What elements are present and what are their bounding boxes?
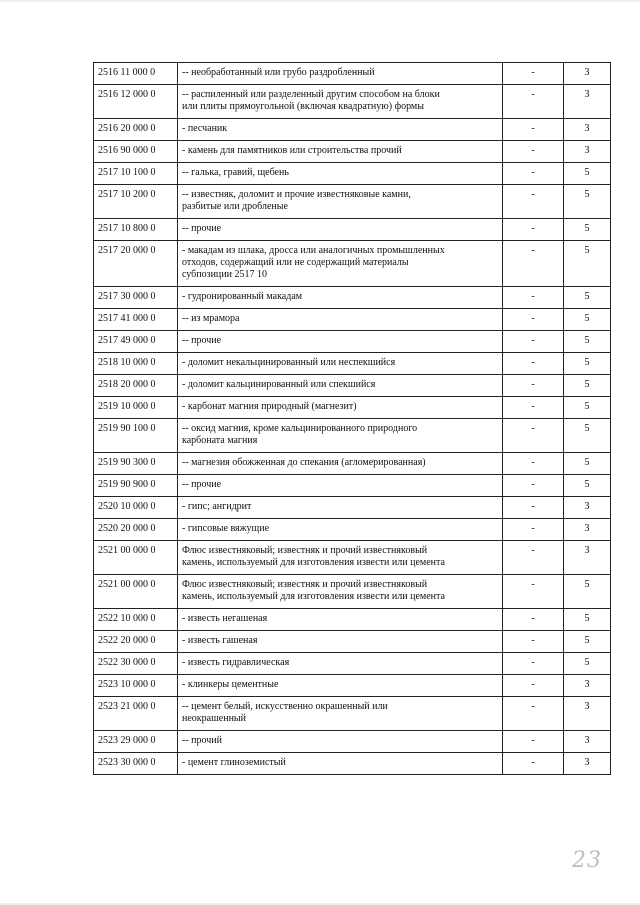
description-cell <box>178 631 503 653</box>
description-line: -- из мрамора <box>182 313 240 324</box>
column-3-cell: - <box>503 653 564 675</box>
rate-cell: 5 <box>564 185 611 219</box>
description-cell <box>178 309 503 331</box>
column-3-cell: - <box>503 287 564 309</box>
column-3-cell: - <box>503 119 564 141</box>
column-3-cell: - <box>503 397 564 419</box>
description-cell <box>178 575 503 609</box>
hs-code-cell: 2517 10 800 0 <box>94 219 178 241</box>
hs-code-cell: 2519 90 300 0 <box>94 453 178 475</box>
description-line: камень, используемый для изготовления извести или цемента <box>182 591 445 602</box>
description-line: - доломит некальцинированный или неспекшийся <box>182 357 396 368</box>
table-row <box>94 241 611 287</box>
rate-cell: 3 <box>564 85 611 119</box>
column-3-cell: - <box>503 519 564 541</box>
table-body <box>94 63 611 775</box>
column-3-cell: - <box>503 475 564 497</box>
table-row <box>94 375 611 397</box>
hs-code-cell: 2521 00 000 0 <box>94 575 178 609</box>
description-cell <box>178 219 503 241</box>
table-row <box>94 119 611 141</box>
description-cell <box>178 697 503 731</box>
description-cell <box>178 675 503 697</box>
hs-code-cell: 2517 20 000 0 <box>94 241 178 287</box>
tariff-table <box>93 62 611 775</box>
hs-code-cell: 2516 12 000 0 <box>94 85 178 119</box>
table-row <box>94 497 611 519</box>
description-cell <box>178 475 503 497</box>
rate-cell: 5 <box>564 241 611 287</box>
column-3-cell: - <box>503 309 564 331</box>
description-line: -- известняк, доломит и прочие известняковые камни, <box>182 189 411 200</box>
description-line: - гипс; ангидрит <box>182 501 252 512</box>
description-cell <box>178 731 503 753</box>
description-line: - клинкеры цементные <box>182 679 279 690</box>
description-line: камень, используемый для изготовления извести или цемента <box>182 557 445 568</box>
column-3-cell: - <box>503 541 564 575</box>
table-row <box>94 697 611 731</box>
column-3-cell: - <box>503 453 564 475</box>
rate-cell: 5 <box>564 287 611 309</box>
hs-code-cell: 2518 20 000 0 <box>94 375 178 397</box>
description-line: - доломит кальцинированный или спекшийся <box>182 379 376 390</box>
hs-code-cell: 2522 10 000 0 <box>94 609 178 631</box>
description-line: -- галька, гравий, щебень <box>182 167 289 178</box>
description-line: неокрашенный <box>182 713 246 724</box>
description-line: субпозиции 2517 10 <box>182 269 267 280</box>
rate-cell: 5 <box>564 353 611 375</box>
column-3-cell: - <box>503 419 564 453</box>
description-line: -- прочие <box>182 223 222 234</box>
description-cell <box>178 453 503 475</box>
hs-code-cell: 2523 21 000 0 <box>94 697 178 731</box>
column-3-cell: - <box>503 753 564 775</box>
rate-cell: 5 <box>564 453 611 475</box>
description-cell <box>178 287 503 309</box>
table-row <box>94 309 611 331</box>
rate-cell: 3 <box>564 541 611 575</box>
column-3-cell: - <box>503 219 564 241</box>
column-3-cell: - <box>503 375 564 397</box>
description-cell <box>178 375 503 397</box>
scan-edge-top <box>0 0 640 2</box>
column-3-cell: - <box>503 353 564 375</box>
table-row <box>94 141 611 163</box>
table-row <box>94 353 611 375</box>
table-row <box>94 453 611 475</box>
rate-cell: 3 <box>564 141 611 163</box>
rate-cell: 3 <box>564 675 611 697</box>
description-line: карбоната магния <box>182 435 258 446</box>
rate-cell: 5 <box>564 331 611 353</box>
rate-cell: 3 <box>564 63 611 85</box>
column-3-cell: - <box>503 609 564 631</box>
description-cell <box>178 119 503 141</box>
description-line: - песчаник <box>182 123 228 134</box>
column-3-cell: - <box>503 185 564 219</box>
rate-cell: 5 <box>564 419 611 453</box>
table-row <box>94 731 611 753</box>
table-row <box>94 541 611 575</box>
table-row <box>94 575 611 609</box>
table-row <box>94 219 611 241</box>
hs-code-cell: 2518 10 000 0 <box>94 353 178 375</box>
hs-code-cell: 2517 10 200 0 <box>94 185 178 219</box>
rate-cell: 5 <box>564 631 611 653</box>
description-line: Флюс известняковый; известняк и прочий известняковый <box>182 579 428 590</box>
table-row <box>94 753 611 775</box>
hs-code-cell: 2516 20 000 0 <box>94 119 178 141</box>
column-3-cell: - <box>503 731 564 753</box>
description-line: Флюс известняковый; известняк и прочий известняковый <box>182 545 428 556</box>
hs-code-cell: 2517 41 000 0 <box>94 309 178 331</box>
description-cell <box>178 163 503 185</box>
description-cell <box>178 519 503 541</box>
table-row <box>94 419 611 453</box>
description-line: или плиты прямоугольной (включая квадратную) формы <box>182 101 424 112</box>
description-cell <box>178 353 503 375</box>
rate-cell: 3 <box>564 119 611 141</box>
description-line: - гипсовые вяжущие <box>182 523 270 534</box>
description-line: - макадам из шлака, дросса или аналогичных промышленных <box>182 245 445 256</box>
description-cell <box>178 63 503 85</box>
table-row <box>94 85 611 119</box>
description-cell <box>178 331 503 353</box>
column-3-cell: - <box>503 631 564 653</box>
description-line: разбитые или дробленые <box>182 201 288 212</box>
table-row <box>94 475 611 497</box>
table-row <box>94 397 611 419</box>
column-3-cell: - <box>503 141 564 163</box>
description-line: - известь негашеная <box>182 613 268 624</box>
column-3-cell: - <box>503 85 564 119</box>
column-3-cell: - <box>503 575 564 609</box>
column-3-cell: - <box>503 331 564 353</box>
rate-cell: 5 <box>564 609 611 631</box>
hs-code-cell: 2523 29 000 0 <box>94 731 178 753</box>
table-row <box>94 675 611 697</box>
hs-code-cell: 2516 11 000 0 <box>94 63 178 85</box>
description-line: - камень для памятников или строительства прочий <box>182 145 402 156</box>
hs-code-cell: 2523 10 000 0 <box>94 675 178 697</box>
table-row <box>94 163 611 185</box>
description-line: -- цемент белый, искусственно окрашенный или <box>182 701 388 712</box>
description-line: - цемент глиноземистый <box>182 757 286 768</box>
rate-cell: 5 <box>564 219 611 241</box>
description-cell <box>178 141 503 163</box>
rate-cell: 3 <box>564 497 611 519</box>
description-cell <box>178 609 503 631</box>
description-line: - карбонат магния природный (магнезит) <box>182 401 357 412</box>
description-line: -- оксид магния, кроме кальцинированного природного <box>182 423 418 434</box>
page-number: 23 <box>572 848 602 873</box>
description-cell <box>178 753 503 775</box>
hs-code-cell: 2517 30 000 0 <box>94 287 178 309</box>
hs-code-cell: 2523 30 000 0 <box>94 753 178 775</box>
table-row <box>94 653 611 675</box>
rate-cell: 5 <box>564 575 611 609</box>
table-row <box>94 631 611 653</box>
hs-code-cell: 2521 00 000 0 <box>94 541 178 575</box>
table-row <box>94 519 611 541</box>
hs-code-cell: 2519 90 900 0 <box>94 475 178 497</box>
description-cell <box>178 653 503 675</box>
description-line: отходов, содержащий или не содержащий материалы <box>182 257 409 268</box>
hs-code-cell: 2522 20 000 0 <box>94 631 178 653</box>
rate-cell: 5 <box>564 375 611 397</box>
description-line: -- прочий <box>182 735 222 746</box>
description-cell <box>178 185 503 219</box>
column-3-cell: - <box>503 697 564 731</box>
rate-cell: 5 <box>564 397 611 419</box>
description-line: -- необработанный или грубо раздробленный <box>182 67 375 78</box>
table-row <box>94 185 611 219</box>
rate-cell: 5 <box>564 475 611 497</box>
column-3-cell: - <box>503 675 564 697</box>
rate-cell: 5 <box>564 163 611 185</box>
table-row <box>94 331 611 353</box>
hs-code-cell: 2519 10 000 0 <box>94 397 178 419</box>
hs-code-cell: 2517 49 000 0 <box>94 331 178 353</box>
column-3-cell: - <box>503 497 564 519</box>
column-3-cell: - <box>503 163 564 185</box>
rate-cell: 3 <box>564 731 611 753</box>
hs-code-cell: 2517 10 100 0 <box>94 163 178 185</box>
description-line: - гудронированный макадам <box>182 291 303 302</box>
description-cell <box>178 241 503 287</box>
rate-cell: 5 <box>564 309 611 331</box>
rate-cell: 3 <box>564 519 611 541</box>
hs-code-cell: 2522 30 000 0 <box>94 653 178 675</box>
rate-cell: 5 <box>564 653 611 675</box>
description-cell <box>178 397 503 419</box>
description-cell <box>178 419 503 453</box>
description-line: - известь гидравлическая <box>182 657 290 668</box>
description-line: - известь гашеная <box>182 635 258 646</box>
table-row <box>94 287 611 309</box>
description-line: -- прочие <box>182 335 222 346</box>
hs-code-cell: 2519 90 100 0 <box>94 419 178 453</box>
column-3-cell: - <box>503 241 564 287</box>
description-line: -- магнезия обожженная до спекания (агломерированная) <box>182 457 426 468</box>
rate-cell: 3 <box>564 697 611 731</box>
hs-code-cell: 2520 20 000 0 <box>94 519 178 541</box>
rate-cell: 3 <box>564 753 611 775</box>
hs-code-cell: 2516 90 000 0 <box>94 141 178 163</box>
table-row <box>94 63 611 85</box>
hs-code-cell: 2520 10 000 0 <box>94 497 178 519</box>
description-line: -- распиленный или разделенный другим способом на блоки <box>182 89 440 100</box>
description-cell <box>178 541 503 575</box>
column-3-cell: - <box>503 63 564 85</box>
table-row <box>94 609 611 631</box>
description-line: -- прочие <box>182 479 222 490</box>
description-cell <box>178 497 503 519</box>
description-cell <box>178 85 503 119</box>
